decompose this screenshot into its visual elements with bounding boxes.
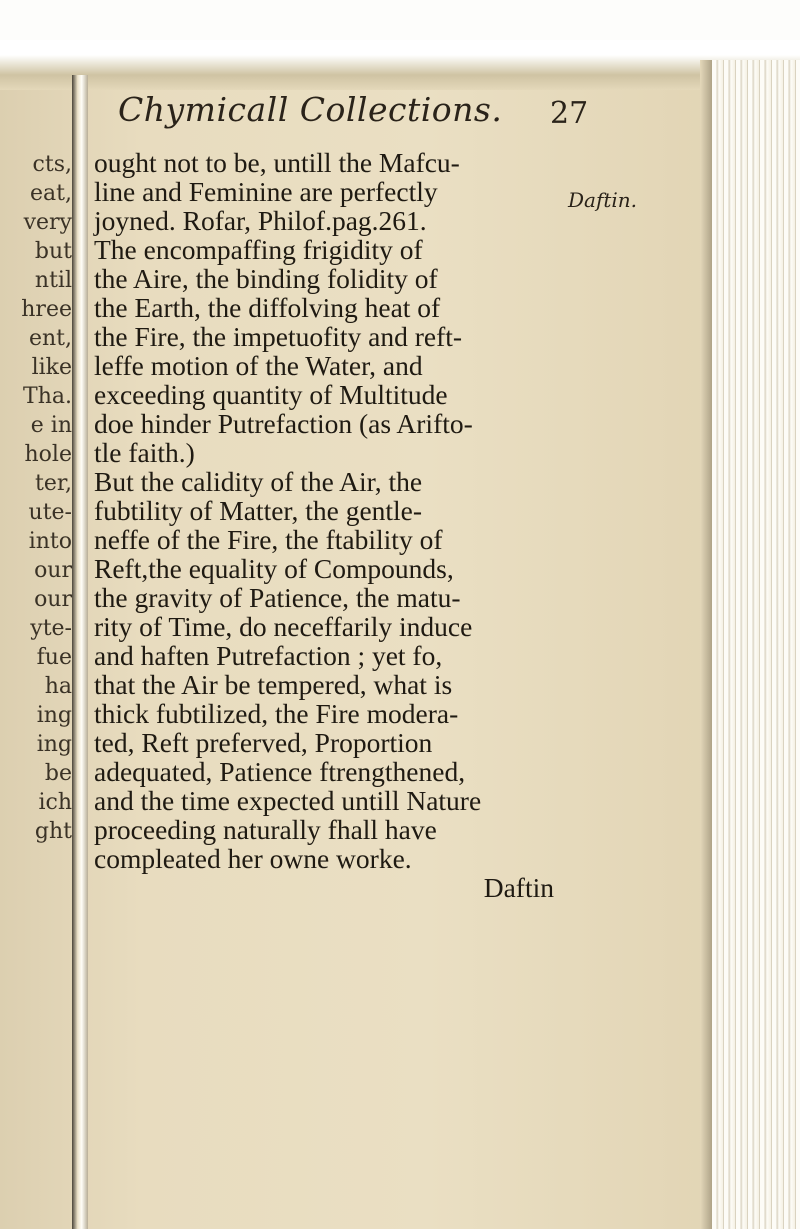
page-stack-edge [712,60,800,1229]
facing-page-word: ent, [28,326,72,351]
text-line: the Fire, the impetuofity and reft- [94,321,463,352]
facing-page-word: very [23,210,72,235]
text-line: compleated her owne worke. [94,843,412,874]
facing-page-word: ute- [28,500,72,525]
text-line: But the calidity of the Air, the [94,466,423,497]
facing-page-word: hree [21,297,72,322]
facing-page-word: yte- [30,616,72,641]
facing-page-word: eat, [30,181,72,206]
text-line: ought not to be, untill the Mafcu- [94,147,460,178]
facing-page-word: cts, [32,152,72,177]
text-line: and haften Putrefaction ; yet fo, [94,640,443,671]
text-line: rity of Time, do neceffarily induce [94,611,473,642]
binding-gutter [72,75,88,1229]
text-line: The encompaffing frigidity of [94,234,423,265]
text-line: ted, Reft preferved, Proportion [94,727,433,758]
text-line: adequated, Patience ftrengthened, [94,756,466,787]
text-line: the Earth, the diffolving heat of [94,292,441,323]
text-line: joyned. Rofar, Philof.pag.261. [94,205,427,236]
facing-page-word: ing [36,703,72,728]
facing-page-word: ter, [35,471,72,496]
marginal-note: Daftin. [568,188,638,212]
text-line: neffe of the Fire, the ftability of [94,524,443,555]
facing-page-word: our [34,558,72,583]
text-line: line and Feminine are perfectly [94,176,438,207]
text-line: Daftin [483,872,554,903]
text-line: leffe motion of the Water, and [94,350,423,381]
facing-page-word: fue [36,645,72,670]
text-line: proceeding naturally fhall have [94,814,437,845]
facing-page-word: into [28,529,72,554]
text-line: tle faith.) [94,437,195,468]
top-edge-shadow [0,40,800,90]
text-line: that the Air be tempered, what is [94,669,453,700]
facing-page-word: ich [38,790,72,815]
text-line: exceeding quantity of Multitude [94,379,448,410]
facing-page-word: be [44,761,72,786]
text-line: the gravity of Patience, the matu- [94,582,461,613]
running-head: Chymicall Collections. [118,90,503,129]
page-number: 27 [550,96,589,131]
facing-page-word: ing [36,732,72,757]
facing-page-word: but [34,239,72,264]
page-header [118,90,678,140]
facing-page-word: our [34,587,72,612]
facing-page-word: Tha. [23,384,72,409]
text-line: the Aire, the binding folidity of [94,263,438,294]
text-line: Reft,the equality of Compounds, [94,553,454,584]
facing-page-word: ntil [34,268,72,293]
text-line: thick fubtilized, the Fire modera- [94,698,459,729]
facing-page-word: ha [44,674,72,699]
facing-page-word: ght [34,819,72,844]
facing-page-word: like [31,355,72,380]
facing-page-word: hole [24,442,72,467]
text-line: doe hinder Putrefaction (as Arifto- [94,408,473,439]
facing-page-fragment [0,150,72,870]
text-line: and the time expected untill Nature [94,785,482,816]
facing-page-word: e in [30,413,72,438]
text-line: fubtility of Matter, the gentle- [94,495,423,526]
body-text [94,148,554,902]
